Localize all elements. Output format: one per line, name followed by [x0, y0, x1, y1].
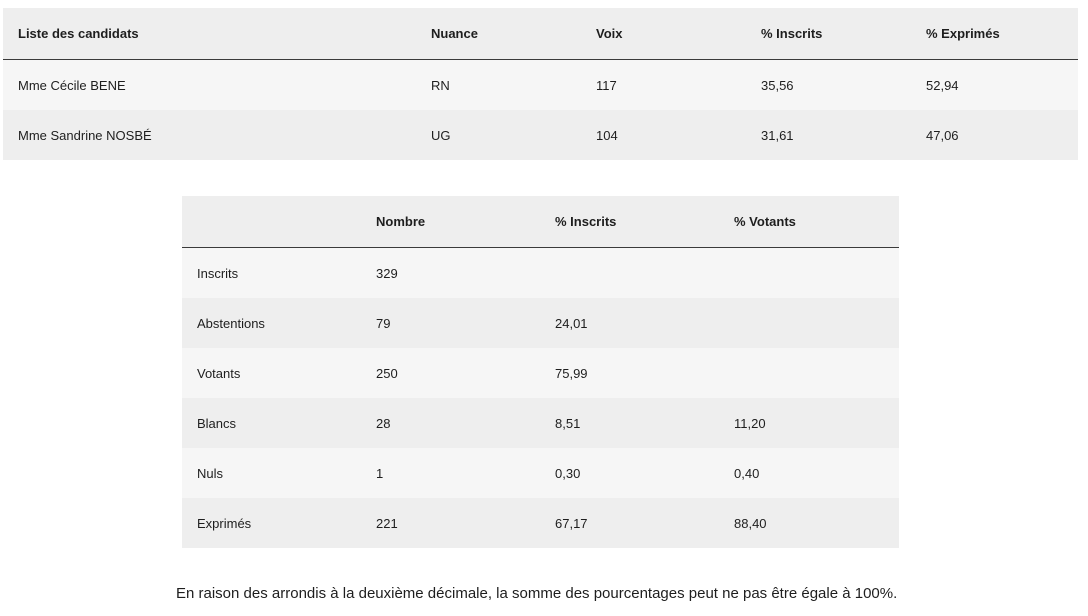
stat-label: Nuls [182, 448, 361, 498]
table-header-row [3, 8, 1078, 60]
header-pct-registered: % Inscrits [540, 196, 719, 248]
stat-pct-registered: 75,99 [540, 348, 719, 398]
stat-pct-registered [540, 248, 719, 299]
header-candidate-list: Liste des candidats [3, 8, 416, 60]
candidate-pct-expressed: 47,06 [911, 110, 1078, 160]
table-row [182, 348, 899, 398]
stat-label: Inscrits [182, 248, 361, 299]
candidate-name: Mme Cécile BENE [3, 60, 416, 111]
header-pct-expressed: % Exprimés [911, 8, 1078, 60]
header-pct-voters: % Votants [719, 196, 899, 248]
candidate-nuance: UG [416, 110, 581, 160]
candidate-pct-registered: 35,56 [746, 60, 911, 111]
table-row [182, 398, 899, 448]
table-row [3, 60, 1078, 111]
stat-count: 28 [361, 398, 540, 448]
stat-label: Exprimés [182, 498, 361, 548]
stat-pct-voters: 0,40 [719, 448, 899, 498]
candidate-votes: 104 [581, 110, 746, 160]
stat-pct-voters [719, 248, 899, 299]
candidate-pct-registered: 31,61 [746, 110, 911, 160]
stat-count: 250 [361, 348, 540, 398]
stat-count: 221 [361, 498, 540, 548]
stat-pct-registered: 8,51 [540, 398, 719, 448]
table-row [182, 248, 899, 299]
stat-pct-registered: 67,17 [540, 498, 719, 548]
stat-label: Blancs [182, 398, 361, 448]
table-header-row [182, 196, 899, 248]
table-row [182, 298, 899, 348]
stat-count: 79 [361, 298, 540, 348]
table-row [182, 498, 899, 548]
stat-count: 329 [361, 248, 540, 299]
header-pct-registered: % Inscrits [746, 8, 911, 60]
stat-pct-registered: 0,30 [540, 448, 719, 498]
header-count: Nombre [361, 196, 540, 248]
candidate-name: Mme Sandrine NOSBÉ [3, 110, 416, 160]
header-label [182, 196, 361, 248]
stat-pct-registered: 24,01 [540, 298, 719, 348]
header-nuance: Nuance [416, 8, 581, 60]
stat-pct-voters: 11,20 [719, 398, 899, 448]
stat-count: 1 [361, 448, 540, 498]
rounding-footnote: En raison des arrondis à la deuxième décimale, la somme des pourcentages peut ne pas être égale à 100%. [176, 585, 898, 602]
table-row [3, 110, 1078, 160]
candidates-results-table [3, 8, 1078, 160]
participation-stats-table [182, 196, 899, 548]
candidate-pct-expressed: 52,94 [911, 60, 1078, 111]
stat-label: Votants [182, 348, 361, 398]
candidate-votes: 117 [581, 60, 746, 111]
stat-pct-voters [719, 348, 899, 398]
stat-pct-voters: 88,40 [719, 498, 899, 548]
stat-label: Abstentions [182, 298, 361, 348]
candidate-nuance: RN [416, 60, 581, 111]
stat-pct-voters [719, 298, 899, 348]
header-votes: Voix [581, 8, 746, 60]
table-row [182, 448, 899, 498]
